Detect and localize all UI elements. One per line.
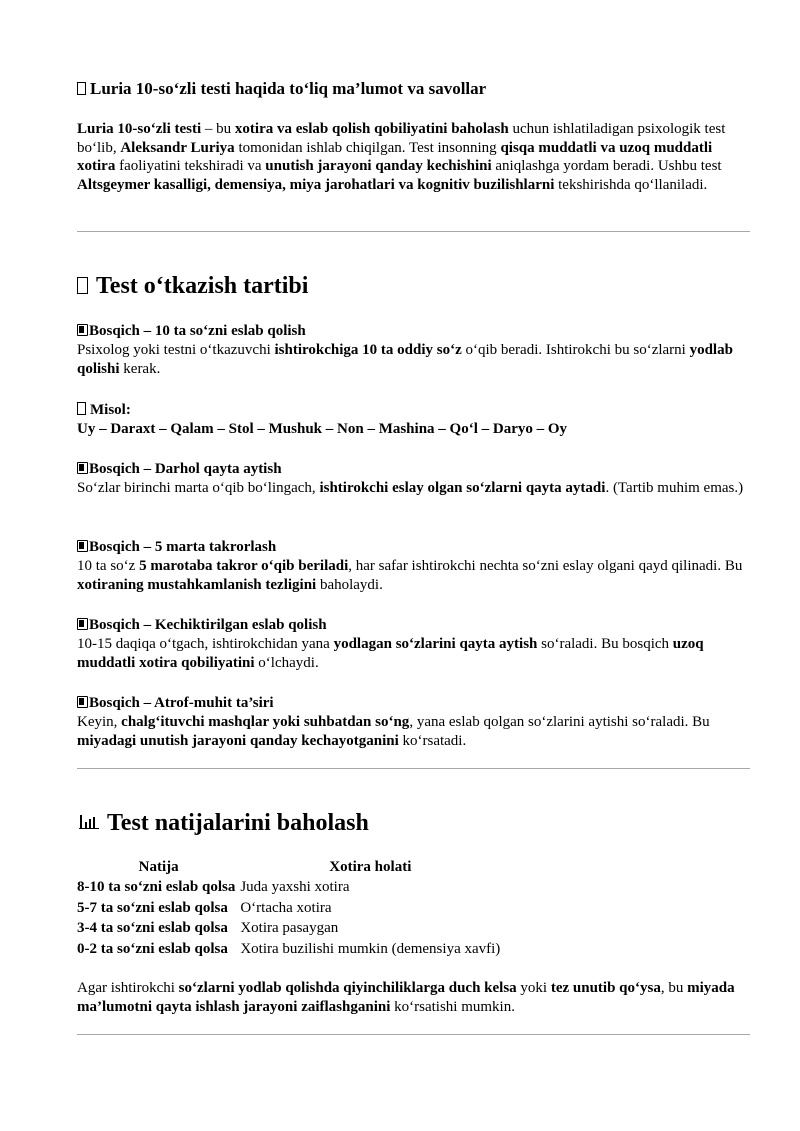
- bold-text-run: ishtirokchiga 10 ta oddiy so‘z: [274, 342, 462, 358]
- bold-text-run: yodlagan so‘zlarini qayta aytish: [333, 636, 538, 652]
- step-3-title: Bosqich – 5 marta takrorlash: [77, 538, 750, 557]
- step-number-icon: [77, 324, 88, 336]
- document-title: Luria 10-so‘zli testi haqida to‘liq ma’lumot va savollar: [77, 78, 486, 100]
- step-3-body: [77, 557, 750, 594]
- step-4-title: Bosqich – Kechiktirilgan eslab qolish: [77, 616, 750, 635]
- table-cell: Juda yaxshi xotira: [240, 879, 350, 896]
- step-5-body: [77, 713, 750, 750]
- table-cell: 0-2 ta so‘zni eslab qolsa: [77, 940, 228, 957]
- text-run: , bu: [660, 980, 688, 996]
- text-run: o‘qib beradi. Ishtirokchi bu so‘zlarni: [461, 342, 690, 358]
- table-row: [77, 898, 500, 919]
- example-block: [77, 401, 750, 439]
- bar-chart-icon: [77, 811, 101, 831]
- bold-text-run: tez unutib qo‘ysa: [550, 980, 661, 996]
- text-run: – bu: [201, 121, 235, 137]
- step-2-title: Bosqich – Darhol qayta aytish: [77, 460, 750, 479]
- results-table: [77, 857, 500, 960]
- step-number-icon: [77, 618, 88, 630]
- text-run: faoliyatini tekshiradi va: [115, 158, 266, 174]
- example-words: Uy – Daraxt – Qalam – Stol – Mushuk – Non – Mashina – Qo‘l – Daryo – Oy: [77, 421, 568, 437]
- bold-text-run: qisqa muddatli va uzoq muddatli xotira: [77, 139, 713, 174]
- column-header: Xotira holati: [329, 858, 412, 875]
- column-header: Natija: [138, 858, 179, 875]
- bold-text-run: chalg‘ituvchi mashqlar yoki suhbatdan so‘ng: [121, 714, 410, 730]
- bold-text-run: ishtirokchi eslay olgan so‘zlarni qayta aytadi: [319, 480, 606, 496]
- step-4-body: [77, 635, 750, 672]
- divider: [77, 768, 750, 769]
- text-run: , har safar ishtirokchi nechta so‘zni eslay olgani qayd qilinadi. Bu: [348, 558, 743, 574]
- text-run: so‘raladi. Bu bosqich: [537, 636, 673, 652]
- step-2: [77, 460, 750, 498]
- intro-paragraph: [77, 120, 750, 194]
- section-heading-procedure: Test o‘tkazish tartibi: [77, 271, 308, 301]
- section-heading-results: Test natijalarini baholash: [77, 808, 369, 838]
- step-5-title: Bosqich – Atrof-muhit ta’siri: [77, 694, 750, 713]
- table-cell: O‘rtacha xotira: [240, 899, 332, 916]
- text-run: ko‘rsatishi mumkin.: [390, 998, 515, 1015]
- example-label: Misol:: [77, 401, 750, 420]
- text-run: Keyin,: [77, 714, 122, 730]
- table-row: [77, 939, 500, 960]
- bold-text-run: yodlab qolishi: [77, 342, 733, 377]
- bold-text-run: so‘zlarni yodlab qolishda qiyinchiliklarga duch kelsa: [178, 980, 517, 996]
- table-cell: Xotira pasaygan: [240, 920, 339, 937]
- text-run: kerak.: [119, 360, 161, 377]
- bold-text-run: miyadagi unutish jarayoni qanday kechayotganini: [77, 732, 399, 749]
- text-run: uchun ishlatiladigan psixologik test bo‘lib,: [77, 121, 726, 156]
- bold-text-run: Aleksandr Luriya: [120, 139, 235, 156]
- text-run: 10 ta so‘z: [77, 558, 140, 574]
- table-header-row: [77, 857, 500, 878]
- text-run: , yana eslab qolgan so‘zlarini aytishi so‘raladi. Bu: [409, 714, 710, 730]
- table-cell: 8-10 ta so‘zni eslab qolsa: [77, 879, 236, 896]
- text-run: Psixolog yoki testni o‘tkazuvchi: [77, 342, 275, 358]
- divider: [77, 1034, 750, 1035]
- text-run: tekshirishda qo‘llaniladi.: [554, 176, 708, 193]
- missing-glyph-icon: [77, 402, 86, 415]
- missing-glyph-icon: [77, 82, 86, 95]
- text-run: yoki: [516, 980, 551, 996]
- bold-text-run: unutish jarayoni qanday kechishini: [265, 158, 492, 174]
- text-run: . (Tartib muhim emas.): [605, 480, 744, 496]
- bold-text-run: Altsgeymer kasalligi, demensiya, miya jarohatlari va kognitiv buzilishlarni: [77, 176, 555, 193]
- text-run: o‘lchaydi.: [254, 654, 319, 671]
- text-run: 10-15 daqiqa o‘tgach, ishtirokchidan yana: [77, 636, 334, 652]
- text-run: aniqlashga yordam beradi. Ushbu test: [491, 158, 722, 174]
- step-1-body: [77, 341, 750, 378]
- divider: [77, 231, 750, 232]
- step-1: [77, 322, 750, 378]
- step-1-title: Bosqich – 10 ta so‘zni eslab qolish: [77, 322, 750, 341]
- step-4: [77, 616, 750, 672]
- step-5: [77, 694, 750, 750]
- text-run: baholaydi.: [316, 576, 383, 593]
- step-3: [77, 538, 750, 594]
- table-cell: 3-4 ta so‘zni eslab qolsa: [77, 920, 228, 937]
- missing-glyph-icon: [77, 277, 88, 294]
- table-row: [77, 878, 500, 899]
- bold-text-run: Luria 10-so‘zli testi: [77, 121, 202, 137]
- bold-text-run: 5 marotaba takror o‘qib beriladi: [139, 558, 349, 574]
- table-cell: Xotira buzilishi mumkin (demensiya xavfi): [240, 940, 501, 957]
- bold-text-run: xotira va eslab qolish qobiliyatini baholash: [234, 121, 509, 137]
- step-2-body: [77, 479, 750, 498]
- step-number-icon: [77, 696, 88, 708]
- text-run: ko‘rsatadi.: [398, 732, 467, 749]
- text-run: Agar ishtirokchi: [77, 980, 179, 996]
- text-run: tomonidan ishlab chiqilgan. Test insonning: [234, 139, 501, 156]
- table-cell: 5-7 ta so‘zni eslab qolsa: [77, 899, 228, 916]
- bold-text-run: xotiraning mustahkamlanish tezligini: [77, 576, 317, 593]
- step-number-icon: [77, 462, 88, 474]
- step-number-icon: [77, 540, 88, 552]
- text-run: So‘zlar birinchi marta o‘qib bo‘lingach,: [77, 480, 320, 496]
- closing-paragraph: [77, 979, 750, 1016]
- bold-text-run: miyada ma’lumotni qayta ishlash jarayoni zaiflashganini: [77, 980, 735, 1015]
- table-row: [77, 919, 500, 940]
- bold-text-run: uzoq muddatli xotira qobiliyatini: [77, 636, 704, 671]
